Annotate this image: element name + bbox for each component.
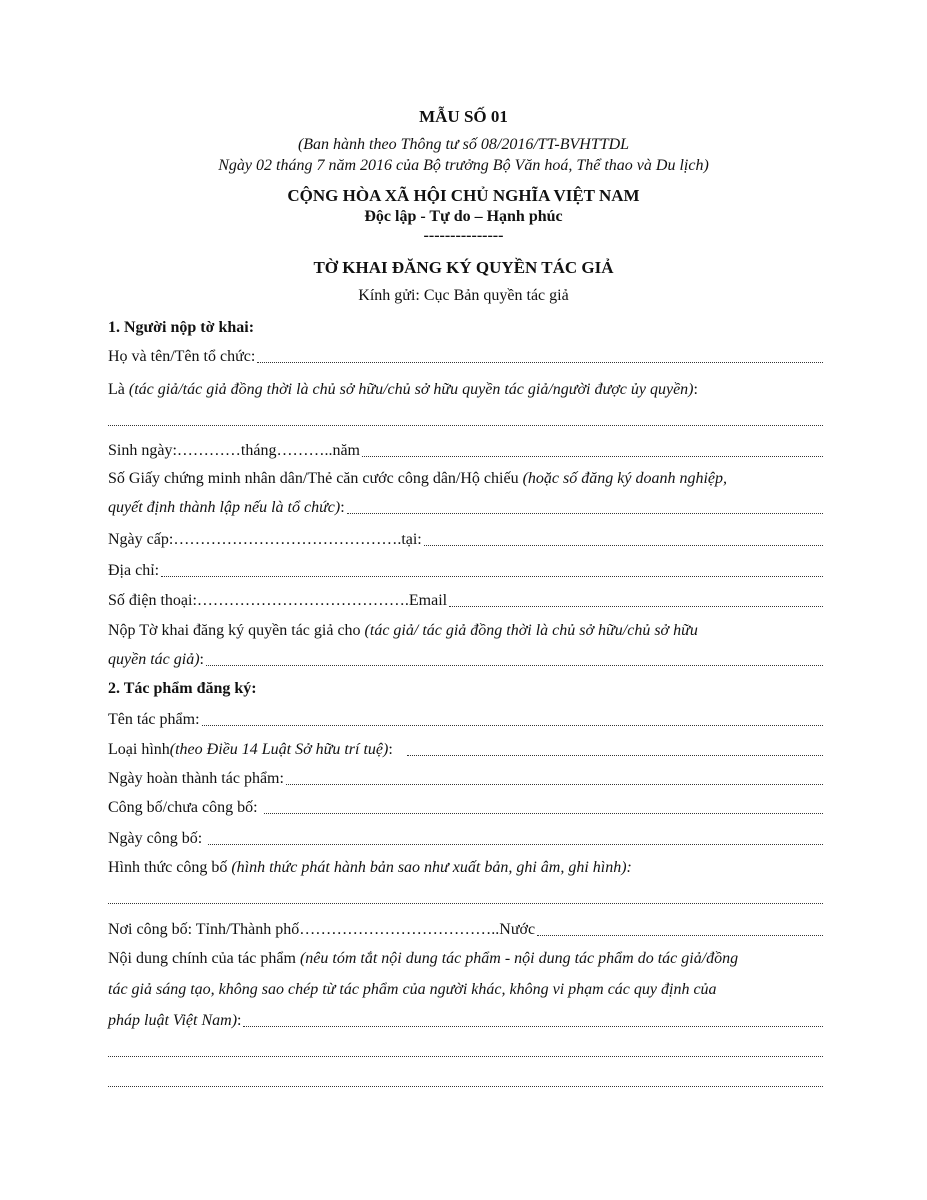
issued-line-1: (Ban hành theo Thông tư số 08/2016/TT-BVHTTDL [297, 136, 630, 153]
submit-label: Nộp Tờ khai đăng ký quyền tác giả cho [108, 622, 365, 639]
content-hint-1: (nêu tóm tắt nội dung tác phẩm - nội dung tác phẩm do tác giả/đồng [299, 950, 739, 967]
type-label: Loại hình [108, 741, 170, 758]
email-blank[interactable] [449, 605, 823, 607]
email-label: .Email [404, 592, 448, 609]
work-name-blank[interactable] [202, 724, 823, 726]
dob-month-label: tháng [240, 442, 277, 459]
section-2-heading: 2. Tác phẩm đăng ký: [108, 680, 257, 697]
role-label: Là [108, 381, 129, 398]
separator-line: --------------- [423, 227, 504, 244]
publish-date-label: Ngày công bố: [108, 830, 203, 847]
work-name-label: Tên tác phẩm: [108, 711, 200, 728]
id-hint-1: (hoặc số đăng ký doanh nghiệp, [522, 470, 727, 487]
completion-field[interactable] [108, 768, 823, 790]
id-label: Số Giấy chứng minh nhân dân/Thẻ căn cước công dân/Hộ chiếu [108, 470, 523, 487]
issued-line-2: Ngày 02 tháng 7 năm 2016 của Bộ trưởng Bộ Văn hoá, Thể thao và Du lịch) [218, 157, 709, 174]
phone-dots[interactable]: ………………………………… [196, 592, 405, 609]
submit-field[interactable] [108, 649, 823, 671]
id-hint-2: quyết định thành lập nếu là tổ chức) [108, 499, 341, 516]
content-field-3[interactable] [108, 1070, 823, 1092]
submit-hint-1: (tác giả/ tác giả đồng thời là chủ sở hữu/chủ sở hữu [364, 622, 698, 639]
published-blank[interactable] [264, 812, 823, 814]
country-blank[interactable] [537, 934, 823, 936]
submit-hint-2: quyền tác giả) [108, 651, 200, 668]
id-colon: : [340, 499, 345, 516]
role-hint: (tác giả/tác giả đồng thời là chủ sở hữu/chủ sở hữu quyền tác giả/người được ủy quyền) [128, 381, 694, 398]
phone-field[interactable] [108, 590, 823, 612]
published-field[interactable] [108, 797, 823, 819]
content-label: Nội dung chính của tác phẩm [108, 950, 300, 967]
id-blank[interactable] [347, 512, 823, 514]
submit-line-1 [108, 620, 823, 642]
issue-date-label: Ngày cấp: [108, 531, 174, 548]
published-label: Công bố/chưa công bố: [108, 799, 258, 816]
dob-year-label: năm [332, 442, 360, 459]
publish-form-blank[interactable] [108, 902, 823, 904]
form-title: TỜ KHAI ĐĂNG KÝ QUYỀN TÁC GIẢ [313, 258, 614, 277]
content-field[interactable] [108, 1010, 823, 1032]
publish-place-label: Nơi công bố: Tỉnh/Thành phố [108, 921, 300, 938]
address-label: Địa chỉ: [108, 562, 160, 579]
publish-place-dots[interactable]: ……………………………… [299, 921, 492, 938]
role-colon: : [693, 381, 698, 398]
dob-year-blank[interactable] [362, 455, 823, 457]
address-field[interactable] [108, 560, 823, 582]
role-line [108, 379, 823, 401]
type-blank[interactable] [407, 754, 823, 756]
name-field[interactable] [108, 346, 823, 368]
content-hint-2: tác giả sáng tạo, không sao chép từ tác phẩm của người khác, không vi phạm các quy định của [108, 981, 717, 998]
role-blank[interactable] [108, 424, 823, 426]
type-colon: : [388, 741, 393, 758]
submit-colon: : [199, 651, 204, 668]
issue-date-dots[interactable]: ……………………………………. [173, 531, 402, 548]
type-field[interactable] [108, 739, 823, 761]
name-blank[interactable] [257, 361, 823, 363]
issue-field[interactable] [108, 529, 823, 551]
dob-label: Sinh ngày: [108, 442, 177, 459]
id-line-1 [108, 468, 823, 490]
content-field-2[interactable] [108, 1040, 823, 1062]
address-blank[interactable] [161, 575, 823, 577]
form-number: MẪU SỐ 01 [419, 107, 508, 126]
phone-label: Số điện thoại: [108, 592, 197, 609]
completion-label: Ngày hoàn thành tác phẩm: [108, 770, 284, 787]
id-field[interactable] [108, 497, 823, 519]
dob-day-dots[interactable]: ………… [176, 442, 241, 459]
issue-place-label: tại: [401, 531, 422, 548]
country-label: ..Nước [491, 921, 536, 938]
publish-form-line [108, 857, 823, 879]
publish-date-field[interactable] [108, 828, 823, 850]
national-motto: Độc lập - Tự do – Hạnh phúc [364, 208, 563, 225]
publish-form-field[interactable] [108, 887, 823, 909]
completion-blank[interactable] [286, 783, 823, 785]
dob-field[interactable] [108, 440, 823, 462]
content-blank-1[interactable] [243, 1025, 823, 1027]
issue-place-blank[interactable] [424, 544, 823, 546]
recipient-line: Kính gửi: Cục Bản quyền tác giả [358, 287, 569, 304]
publish-form-label: Hình thức công bố [108, 859, 232, 876]
submit-blank[interactable] [206, 664, 823, 666]
work-name-field[interactable] [108, 709, 823, 731]
role-field[interactable] [108, 409, 823, 431]
publish-form-hint: (hình thức phát hành bản sao như xuất bản, ghi âm, ghi hình): [231, 859, 632, 876]
publish-date-blank[interactable] [208, 843, 823, 845]
country-name: CỘNG HÒA XÃ HỘI CHỦ NGHĨA VIỆT NAM [287, 186, 640, 205]
dob-month-dots[interactable]: ……….. [276, 442, 333, 459]
publish-place-field[interactable] [108, 919, 823, 941]
type-hint: (theo Điều 14 Luật Sở hữu trí tuệ) [169, 741, 389, 758]
content-hint-3: pháp luật Việt Nam) [108, 1012, 238, 1029]
content-blank-2[interactable] [108, 1055, 823, 1057]
content-line-1 [108, 948, 823, 970]
name-label: Họ và tên/Tên tổ chức: [108, 348, 256, 365]
section-1-heading: 1. Người nộp tờ khai: [108, 319, 255, 336]
content-blank-3[interactable] [108, 1085, 823, 1087]
content-colon: : [237, 1012, 242, 1029]
